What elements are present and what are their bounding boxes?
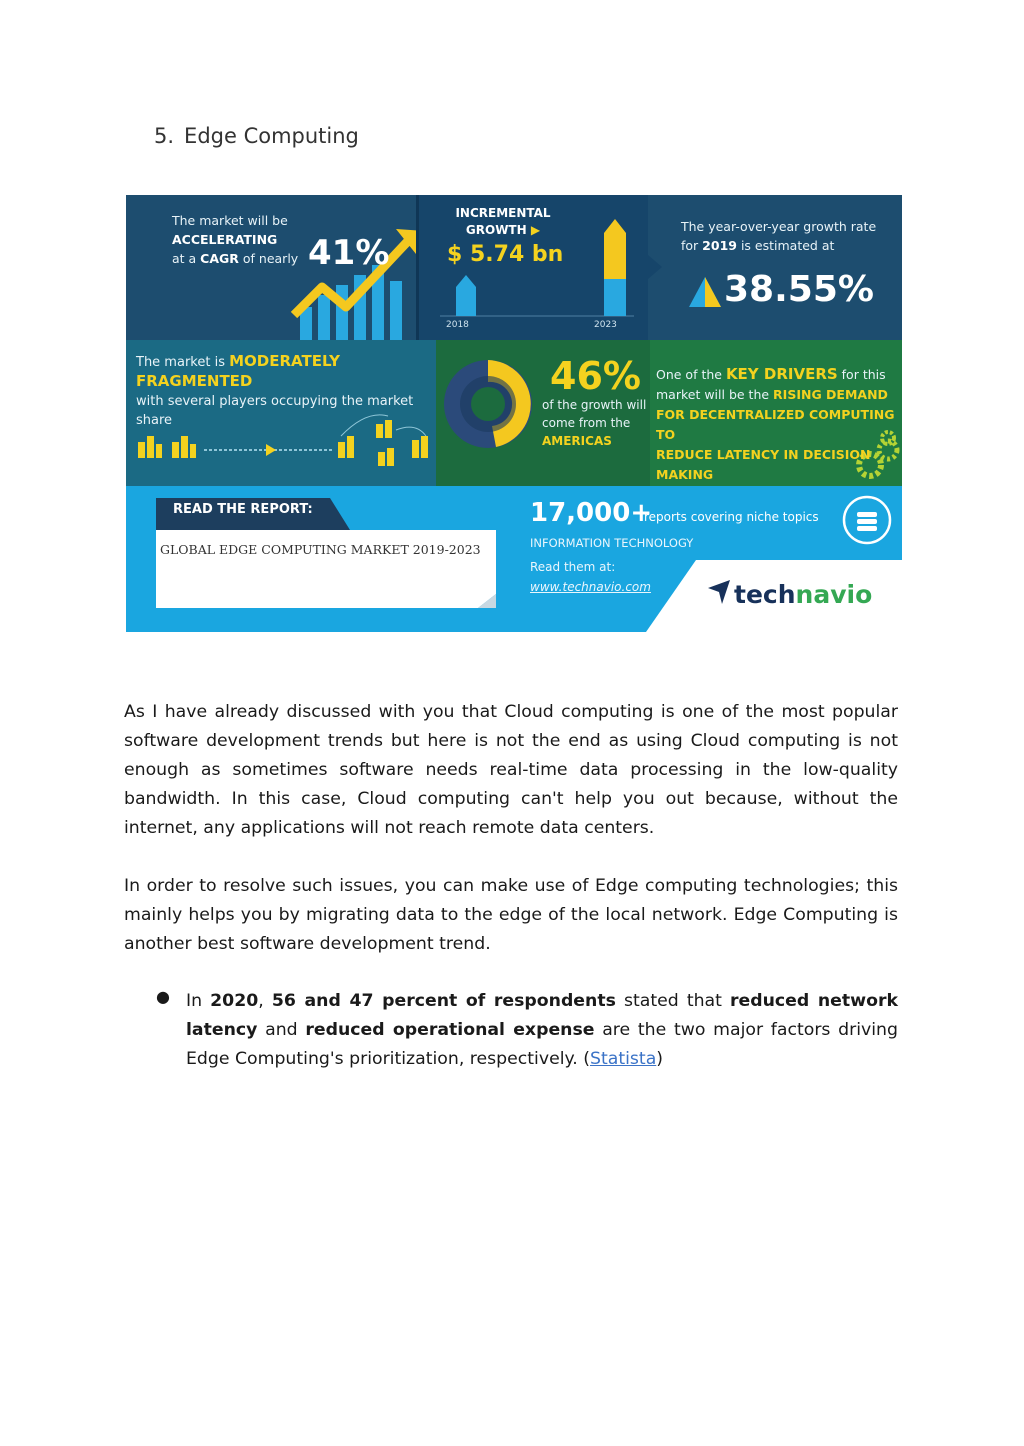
cagr-text-c: at a (172, 251, 201, 266)
yoy-text-b: for (681, 238, 703, 253)
bullet-b3: reduced network latency (186, 991, 898, 1040)
cagr-value: 41% (308, 233, 390, 273)
incremental-amount: $ 5.74 bn (447, 242, 564, 267)
yoy-text-c: 2019 (702, 238, 737, 253)
bullet-b2: 56 and 47 percent of respondents (271, 991, 616, 1011)
cagr-text-d: CAGR (200, 251, 239, 266)
bullet-icon: ● (156, 987, 170, 1006)
paragraph-cloud: As I have already discussed with you that Cloud computing is one of the most popular software development trends but here is not the end as using Cloud computing is not enough as sometimes software needs real-time data processing in the low-quality bandwidth. In this case, Cloud computing can't help you out because, without the internet, any applications will not reach remote data centers. (124, 702, 898, 838)
americas-text (542, 396, 650, 450)
reports-text: reports covering niche topics (644, 510, 819, 524)
statista-link[interactable]: Statista (590, 1049, 657, 1069)
kd-text-a: One of the (656, 367, 726, 382)
incremental-growth-label (448, 205, 558, 239)
read-at-label: Read them at: (530, 560, 616, 574)
bullet-t1: In (186, 991, 211, 1011)
cagr-panel (126, 195, 416, 340)
cagr-text-e: of nearly (238, 251, 299, 266)
read-report-label: READ THE REPORT: (173, 502, 313, 517)
kd-text-d: market will be the (656, 387, 774, 402)
year-end: 2023 (594, 320, 617, 330)
section-heading (154, 124, 359, 148)
yoy-text-d: is estimated at (736, 238, 835, 253)
kd-text-h: MAKING (656, 467, 714, 482)
yoy-text (681, 217, 891, 255)
growth-label: GROWTH (465, 223, 527, 237)
kd-text-f: FOR DECENTRALIZED COMPUTING TO (656, 407, 895, 442)
bullet-statistic (186, 987, 898, 1074)
bullet-t4: and (257, 1020, 306, 1040)
bullet-t5: are the two major factors driving Edge Computing's prioritization, respectively. ( (186, 1020, 898, 1069)
technavio-link[interactable]: www.technavio.com (530, 580, 651, 594)
play-arrow-icon: ▶ (530, 223, 541, 237)
reports-count: 17,000+ (530, 498, 653, 528)
kd-text-g: REDUCE LATENCY IN DECISION (656, 447, 871, 462)
kd-text-c: for this (837, 367, 886, 382)
yoy-growth-panel (648, 195, 902, 340)
technavio-logo (734, 580, 872, 609)
brand-a: tech (734, 580, 796, 609)
fragmented-text-a: The market is (136, 355, 230, 370)
report-title: GLOBAL EDGE COMPUTING MARKET 2019-2023 (160, 542, 481, 557)
yoy-value: 38.55% (724, 269, 874, 310)
americas-text-b: come from the (542, 416, 631, 430)
bullet-t6: ) (656, 1049, 664, 1069)
edge-computing-infographic (126, 195, 902, 632)
incremental-growth-panel (416, 195, 648, 340)
fragmented-panel (126, 340, 436, 486)
paragraph-edge: In order to resolve such issues, you can make use of Edge computing technologies; this mainly helps you by migrating data to the edge of the local network. Edge Computing is another best software development trend. (124, 876, 898, 954)
bullet-t3: stated that (615, 991, 730, 1011)
cagr-text-a: The market will be (172, 213, 288, 228)
kd-text-b: KEY DRIVERS (725, 365, 838, 383)
americas-panel (436, 340, 650, 486)
yoy-text-a: The year-over-year growth rate (681, 219, 877, 234)
key-drivers-text (656, 364, 896, 485)
bullet-b1: 2020 (210, 991, 259, 1011)
incremental-label: INCREMENTAL (455, 206, 551, 220)
americas-text-c: AMERICAS (542, 434, 612, 448)
fragmented-text-d: share (136, 413, 173, 428)
bullet-t2: , (258, 991, 272, 1011)
category-label: INFORMATION TECHNOLOGY (530, 536, 694, 550)
fragmented-text-c: with several players occupying the market (136, 394, 414, 409)
brand-b: navio (795, 580, 873, 609)
kd-text-e: RISING DEMAND (773, 387, 888, 402)
cagr-text-b: ACCELERATING (172, 232, 278, 247)
heading-number: 5. (154, 124, 175, 148)
fragmented-text (136, 352, 436, 430)
year-start: 2018 (446, 320, 469, 330)
americas-value: 46% (550, 354, 641, 398)
bullet-b4: reduced operational expense (305, 1020, 595, 1040)
heading-title: Edge Computing (184, 124, 359, 148)
key-drivers-panel (650, 340, 902, 486)
americas-text-a: of the growth will (542, 398, 647, 412)
read-report-panel (126, 486, 902, 632)
fragmented-text-b: MODERATELY FRAGMENTED (136, 352, 341, 390)
